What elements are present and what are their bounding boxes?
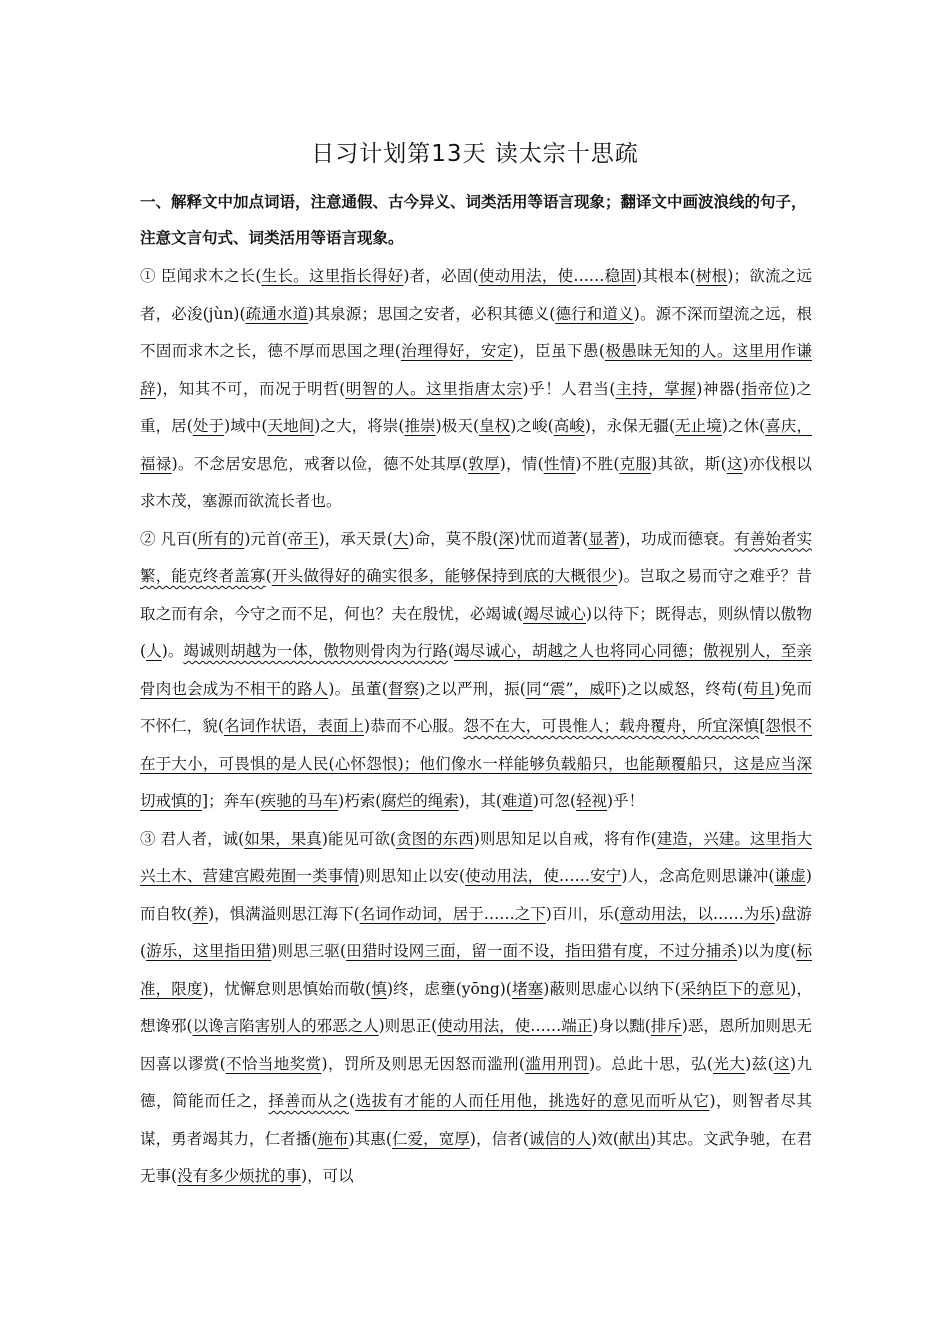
passage-text: )人，念高危则思谦冲( [621, 867, 775, 885]
annotation-text: 敦厚 [467, 454, 500, 473]
annotation-text: 克服 [619, 454, 652, 473]
passage-body [140, 258, 812, 1196]
annotation-text: 使动用法，使……稳固 [478, 267, 637, 285]
annotation-text: 树根 [695, 267, 728, 285]
annotation-text: 怨恨不在于大小，可畏惧的是人民(心怀怨恨)；他们像水一样能够负载船只，也能颠覆船只，这是应当深切戒慎的 [140, 717, 812, 810]
passage-text: )盘游( [140, 904, 812, 960]
annotation-text: 大 [392, 529, 409, 548]
annotation-text: 谦虚 [774, 867, 806, 885]
annotation-text: 田猎时设网三面，留一面不设，指田猎有度，不过分捕杀 [346, 942, 738, 960]
annotation-text: 以谗言陷害别人的邪恶之人 [192, 1017, 379, 1035]
passage-text: )其欲，斯( [651, 454, 727, 473]
passage-text: )者，必固( [403, 267, 479, 285]
passage-text: )，则智者尽其谋，勇者竭其力，仁者播( [140, 1092, 812, 1148]
passage-text: )其根本( [636, 267, 696, 285]
annotation-text: 喜庆，福禄 [140, 417, 812, 473]
passage-text: )则思正( [378, 1017, 438, 1035]
annotation-text: 慎 [371, 979, 387, 998]
passage-text: )忧而道著( [513, 529, 589, 548]
passage-text: )。 [161, 642, 184, 660]
annotation-text: 贪图的东西 [396, 829, 474, 848]
passage-text: )，信者( [469, 1129, 529, 1148]
annotation-text: 这 [726, 454, 743, 473]
passage-text: ③ 君人者，诚( [140, 829, 245, 848]
annotation-text: 排斥 [650, 1017, 682, 1035]
passage-text: )。总此十思，弘( [589, 1054, 713, 1073]
annotation-text: 意动用法，以……为乐 [619, 904, 775, 923]
annotation-text: 督察 [387, 679, 420, 698]
passage-text: )其泉源；思国之安者，必积其德义( [308, 304, 556, 323]
passage-text: )，情( [499, 454, 544, 473]
passage-text: )而自牧( [140, 867, 812, 923]
instruction-text: 一、解释文中加点词语，注意通假、古今异义、词类活用等语言现象；翻译文中画波浪线的句子，注意文言句式、词类活用等语言现象。 [140, 193, 807, 247]
paragraph-1 [140, 258, 812, 521]
annotation-text: 腐烂的绳索 [381, 792, 459, 810]
passage-text: )则思知足以自戒，将有作( [473, 829, 657, 848]
annotation-text: 仁爱，宽厚 [391, 1129, 470, 1148]
passage-text: )以待下；既得志，则纵情以傲物( [140, 604, 812, 660]
passage-text: )可忽( [532, 792, 576, 810]
annotation-text: 建造，兴建。这里指大兴土木、营建宫殿苑囿一类事情 [140, 829, 812, 885]
passage-text: )，其( [458, 792, 502, 810]
annotation-text: 同“震”，威吓 [525, 679, 621, 698]
annotation-text: 德行和道义 [555, 304, 634, 323]
passage-text: )以为度( [737, 942, 797, 960]
passage-text: )，惧满溢则思江海下( [208, 904, 360, 923]
passage-text: )；欲流之远者，必浚(jùn)( [140, 267, 812, 323]
wavy-sentence: 择善而从之 [268, 1092, 350, 1110]
passage-text: )之大，将崇( [314, 417, 405, 435]
passage-text: ( [265, 567, 272, 585]
annotation-text: 明智的人。这里指唐太宗 [345, 379, 523, 398]
annotation-text: 使动用法，使……安宁 [465, 867, 622, 885]
passage-text: )朽索( [338, 792, 382, 810]
passage-text: )其惠( [348, 1129, 392, 1148]
passage-text: )之重，居( [140, 379, 812, 435]
passage-text: )身以黜( [592, 1017, 651, 1035]
annotation-text: 疾驰的马车 [260, 792, 339, 810]
annotation-text: 采纳臣下的意见 [680, 979, 791, 998]
passage-text: )，可以 [301, 1167, 354, 1185]
passage-text: )之休( [721, 417, 766, 435]
passage-text: )，罚所及则思无因怒而滥刑( [321, 1054, 525, 1073]
passage-text: )免而不怀仁，貌( [140, 679, 812, 735]
passage-text: )百川，乐( [545, 904, 620, 923]
annotation-text: 游乐，这里指田猎 [146, 942, 272, 960]
passage-text: )。源不深而望流之远，根不固而求木之长，德不厚而思国之理( [140, 304, 812, 360]
annotation-text: 推崇 [404, 417, 436, 435]
passage-text: )不胜( [575, 454, 620, 473]
passage-text: )之峻( [510, 417, 554, 435]
annotation-text: 处于 [192, 417, 225, 435]
passage-text: )。不念居安思危，戒奢以俭，德不处其厚( [171, 454, 468, 473]
passage-text: )极天( [435, 417, 480, 435]
annotation-text: 人 [146, 642, 162, 660]
annotation-text: 竭尽诚心，胡越之人也将同心同德；傲视别人，至亲骨肉也会成为不相干的路人 [140, 642, 812, 698]
annotation-text: 如果，果真 [244, 829, 322, 848]
annotation-text: 这 [773, 1054, 790, 1073]
annotation-text: 生长。这里指长得好 [261, 267, 404, 285]
passage-text: )域中( [224, 417, 268, 435]
annotation-text: 不恰当地奖赏 [225, 1054, 322, 1073]
passage-text: )之以严刑，振( [419, 679, 526, 698]
passage-text: ① 臣闻求木之长( [140, 267, 262, 285]
annotation-text: 开头做得好的确实很多，能够保持到底的大概很少 [271, 567, 618, 585]
passage-text: )，永保无疆( [584, 417, 676, 435]
annotation-text: 极愚昧无知的人。这里用作谦辞 [140, 342, 812, 398]
passage-text: )乎！ [607, 792, 645, 810]
passage-text: )兹( [745, 1054, 774, 1073]
passage-text: )。虽董( [328, 679, 388, 698]
annotation-text: 天地间 [267, 417, 315, 435]
passage-text: )，承天景( [318, 529, 393, 548]
passage-text: )蔽则思虚心以纳下( [543, 979, 681, 998]
passage-text: ]；奔车( [202, 792, 261, 810]
annotation-text: 性情 [543, 454, 576, 473]
annotation-text: 苟且 [742, 679, 775, 698]
annotation-text: 帝王 [287, 529, 319, 548]
annotation-text: 选拔有才能的人而任用他，挑选好的意见而听从它 [355, 1092, 710, 1110]
wavy-sentence: 竭诚则胡越为一体，傲物则骨肉为行路 [183, 642, 448, 660]
annotation-text: 名词作状语，表面上 [223, 717, 365, 735]
annotation-text: 没有多少烦扰的事 [177, 1167, 302, 1185]
annotation-text: 所有的 [197, 529, 245, 548]
passage-text: )则思三驱( [271, 942, 347, 960]
passage-text: )，臣虽下愚( [512, 342, 605, 360]
passage-text: )九德，简能而任之， [140, 1054, 812, 1110]
passage-text: ② 凡百( [140, 529, 198, 548]
annotation-text: 献出 [618, 1129, 651, 1148]
annotation-text: 使动用法，使……端正 [437, 1017, 593, 1035]
annotation-text: 皇权 [479, 417, 511, 435]
passage-text: )。岂取之易而守之难乎？昔取之而有余，今守之而不足，何也？夫在殷忧，必竭诚( [140, 567, 812, 623]
annotation-text: 诚信的人 [528, 1129, 592, 1148]
passage-text: ( [447, 642, 455, 660]
passage-text: )之以威怒，终苟( [620, 679, 743, 698]
passage-text: )恭而不心服。 [364, 717, 464, 735]
passage-text: )能见可欲( [321, 829, 397, 848]
passage-text: )命，莫不殷( [408, 529, 499, 548]
passage-text: )亦伐根以求木茂，塞源而欲流长者也。 [140, 454, 812, 510]
annotation-text: 显著 [588, 529, 620, 548]
annotation-text: 施布 [317, 1129, 349, 1148]
passage-text: )，功成而德衰。 [619, 529, 735, 548]
passage-text: )恶，恩所加则思无因喜以谬赏( [140, 1017, 812, 1073]
annotation-text: 轻视 [576, 792, 608, 810]
passage-text: )神器( [696, 379, 742, 398]
passage-text: )，忧懈怠则思慎始而敬( [202, 979, 372, 998]
passage-text: )，知其不可，而况于明哲( [156, 379, 346, 398]
passage-text: )乎！人君当( [522, 379, 616, 398]
paragraph-3 [140, 821, 812, 1196]
annotation-text: 治理得好，安定 [400, 342, 513, 360]
passage-text: )终，虑壅(yōng)( [386, 979, 512, 998]
annotation-text: 高峻 [553, 417, 585, 435]
annotation-text: 难道 [501, 792, 533, 810]
wavy-sentence: 有善始者实繁，能克终者盖寡 [140, 529, 812, 585]
annotation-text: 名词作动词，居于……之下 [359, 904, 546, 923]
passage-text: )则思知止以安( [358, 867, 466, 885]
passage-text: [ [759, 717, 766, 735]
annotation-text: 深 [498, 529, 514, 548]
annotation-text: 光大 [712, 1054, 746, 1073]
annotation-text: 标准，限度 [140, 942, 812, 998]
passage-text: )，想谗邪( [140, 979, 812, 1035]
page-title: 日习计划第13天 读太宗十思疏 [311, 141, 639, 167]
annotation-text: 疏通水道 [245, 304, 309, 323]
annotation-text: 竭尽诚心 [523, 604, 587, 623]
annotation-text: 主持，掌握 [615, 379, 697, 398]
passage-text: )元首( [244, 529, 288, 548]
annotation-text: 堵塞 [511, 979, 544, 998]
paragraph-2 [140, 521, 812, 821]
annotation-text: 滥用刑罚 [524, 1054, 590, 1073]
annotation-text: 指帝位 [741, 379, 790, 398]
passage-text: ( [349, 1092, 356, 1110]
wavy-sentence: 怨不在大，可畏惟人；载舟覆舟，所宜深慎 [463, 717, 760, 735]
passage-text: )其忠。文武争驰，在君无事( [140, 1129, 812, 1185]
passage-text: )效( [591, 1129, 619, 1148]
annotation-text: 养 [192, 904, 209, 923]
annotation-text: 无止境 [675, 417, 722, 435]
